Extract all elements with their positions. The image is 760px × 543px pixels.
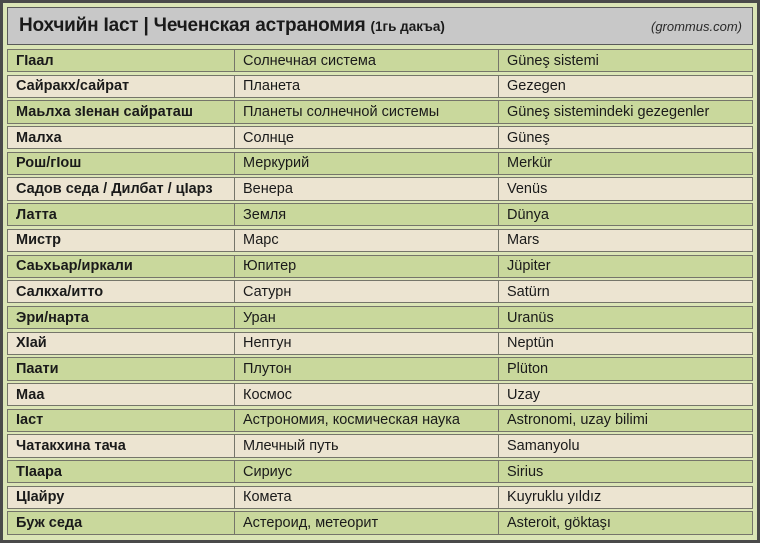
cell-turkish: Astronomi, uzay bilimi bbox=[498, 410, 752, 431]
cell-turkish: Merkür bbox=[498, 153, 752, 174]
cell-turkish: Jüpiter bbox=[498, 256, 752, 277]
table-row bbox=[7, 434, 753, 457]
table-row bbox=[7, 409, 753, 432]
cell-chechen: Паати bbox=[16, 360, 59, 377]
cell-chechen: Садов седа / Дилбат / цIарз bbox=[16, 181, 213, 198]
cell-russian: Солнце bbox=[234, 127, 498, 148]
table-row bbox=[7, 75, 753, 98]
cell-turkish: Dünya bbox=[498, 204, 752, 225]
table-row bbox=[7, 460, 753, 483]
cell-chechen: ГIаал bbox=[16, 52, 54, 69]
cell-chechen: Салкха/итто bbox=[16, 283, 104, 300]
cell-chechen: ТIаара bbox=[16, 463, 62, 480]
cell-turkish: Venüs bbox=[498, 178, 752, 199]
cell-russian: Планета bbox=[234, 76, 498, 97]
cell-chechen: Саьхьар/иркали bbox=[16, 258, 133, 275]
table-row bbox=[7, 255, 753, 278]
table-row bbox=[7, 306, 753, 329]
table-row bbox=[7, 229, 753, 252]
cell-turkish: Mars bbox=[498, 230, 752, 251]
cell-chechen: ХIай bbox=[16, 335, 47, 352]
cell-chechen: Эри/нарта bbox=[16, 309, 89, 326]
table-row bbox=[7, 383, 753, 406]
cell-turkish: Uzay bbox=[498, 384, 752, 405]
vocab-table bbox=[7, 49, 753, 535]
cell-russian: Нептун bbox=[234, 333, 498, 354]
table-row bbox=[7, 49, 753, 72]
cell-turkish: Gezegen bbox=[498, 76, 752, 97]
cell-chechen: Латта bbox=[16, 206, 57, 223]
cell-russian: Млечный путь bbox=[234, 435, 498, 456]
cell-russian: Меркурий bbox=[234, 153, 498, 174]
cell-russian: Планеты солнечной системы bbox=[234, 101, 498, 122]
cell-chechen: ЦIайру bbox=[16, 489, 65, 506]
cell-turkish: Sirius bbox=[498, 461, 752, 482]
cell-russian: Солнечная система bbox=[234, 50, 498, 71]
table-row bbox=[7, 511, 753, 534]
cell-turkish: Samanyolu bbox=[498, 435, 752, 456]
cell-turkish: Neptün bbox=[498, 333, 752, 354]
cell-russian: Астрономия, космическая наука bbox=[234, 410, 498, 431]
cell-russian: Сириус bbox=[234, 461, 498, 482]
cell-turkish: Güneş sistemindeki gezegenler bbox=[498, 101, 752, 122]
cell-chechen: Буж седа bbox=[16, 515, 83, 532]
cell-russian: Марс bbox=[234, 230, 498, 251]
cell-russian: Венера bbox=[234, 178, 498, 199]
table-row bbox=[7, 152, 753, 175]
cell-chechen: Маа bbox=[16, 386, 45, 403]
table-row bbox=[7, 100, 753, 123]
cell-russian: Астероид, метеорит bbox=[234, 512, 498, 533]
table-row bbox=[7, 203, 753, 226]
cell-russian: Комета bbox=[234, 487, 498, 508]
cell-russian: Земля bbox=[234, 204, 498, 225]
cell-chechen: Малха bbox=[16, 129, 62, 146]
table-row bbox=[7, 280, 753, 303]
cell-chechen: Мистр bbox=[16, 232, 62, 249]
cell-turkish: Plüton bbox=[498, 358, 752, 379]
header-bar bbox=[7, 7, 753, 45]
cell-russian: Юпитер bbox=[234, 256, 498, 277]
table-row bbox=[7, 126, 753, 149]
table-row bbox=[7, 486, 753, 509]
cell-chechen: Iаст bbox=[16, 412, 44, 429]
cell-chechen: Чатакхина тача bbox=[16, 437, 126, 454]
cell-russian: Плутон bbox=[234, 358, 498, 379]
table-row bbox=[7, 332, 753, 355]
cell-turkish: Kuyruklu yıldız bbox=[498, 487, 752, 508]
title-wrap bbox=[19, 15, 445, 37]
site-credit: (grommus.com) bbox=[650, 18, 742, 34]
cell-turkish: Uranüs bbox=[498, 307, 752, 328]
title-suffix: (1гь дакъа) bbox=[370, 19, 445, 34]
cell-turkish: Güneş bbox=[498, 127, 752, 148]
table-row bbox=[7, 357, 753, 380]
cell-turkish: Asteroit, göktaşı bbox=[498, 512, 752, 533]
cell-russian: Космос bbox=[234, 384, 498, 405]
page-title: Нохчийн Iаст | Чеченская астраномия bbox=[19, 15, 366, 36]
cell-chechen: Рош/гIош bbox=[16, 155, 82, 172]
cell-turkish: Güneş sistemi bbox=[498, 50, 752, 71]
table-row bbox=[7, 177, 753, 200]
cell-turkish: Satürn bbox=[498, 281, 752, 302]
cell-chechen: Маьлха зIенан сайраташ bbox=[16, 104, 193, 121]
cell-russian: Сатурн bbox=[234, 281, 498, 302]
cell-chechen: Сайракх/сайрат bbox=[16, 78, 130, 95]
cell-russian: Уран bbox=[234, 307, 498, 328]
